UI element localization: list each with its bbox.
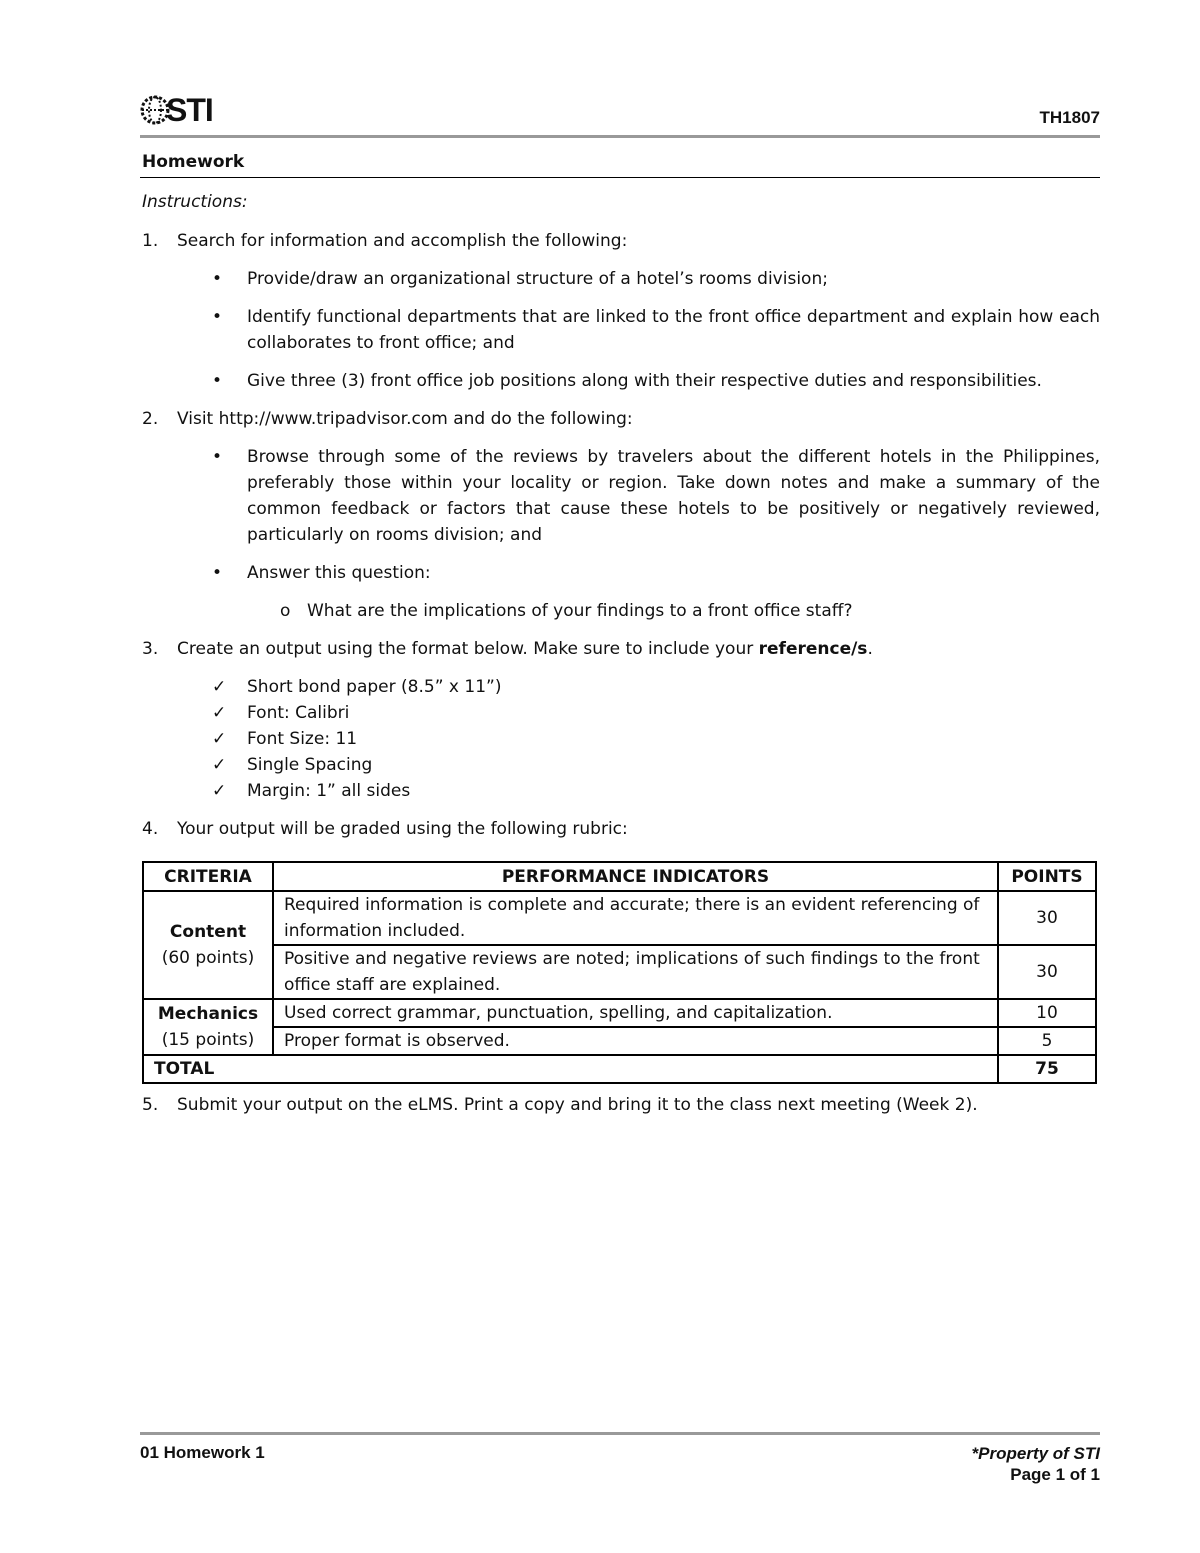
indicator-cell: Used correct grammar, punctuation, spelling, and capitalization. — [273, 999, 998, 1027]
bullet-text: Provide/draw an organizational structure of a hotel’s rooms division; — [247, 269, 828, 289]
item-text-end: . — [867, 639, 873, 659]
item-number: 2. — [142, 409, 159, 429]
table-row — [143, 1027, 1096, 1055]
check-text: Single Spacing — [247, 755, 373, 775]
footer-rule — [140, 1432, 1100, 1435]
check-item — [177, 700, 1100, 726]
total-label: TOTAL — [143, 1055, 998, 1083]
criteria-name: Content — [169, 922, 247, 942]
check-text: Font Size: 11 — [247, 729, 358, 749]
indicator-cell: Required information is complete and accurate; there is an evident referencing of information included. — [273, 891, 998, 945]
bullet-item — [177, 444, 1100, 548]
list-item — [142, 228, 1100, 394]
check-text: Short bond paper (8.5” x 11”) — [247, 677, 502, 697]
bullet-text: Give three (3) front office job positions along with their respective duties and responsibilities. — [247, 371, 1042, 391]
points-cell: 10 — [998, 999, 1096, 1027]
checkmark-icon: ✓ — [212, 755, 227, 775]
bullet-item — [177, 560, 1100, 586]
instruction-list — [142, 228, 1100, 854]
page-number: Page 1 of 1 — [1010, 1465, 1100, 1484]
checkmark-icon: ✓ — [212, 703, 227, 723]
table-total-row — [143, 1055, 1096, 1083]
table-row — [143, 945, 1096, 999]
list-item — [142, 816, 1100, 842]
footer-title: 01 Homework 1 — [140, 1443, 265, 1462]
item-number: 1. — [142, 231, 159, 251]
bullet-icon: • — [212, 269, 223, 289]
criteria-cell — [143, 891, 273, 999]
sti-logo — [140, 90, 220, 130]
points-cell: 5 — [998, 1027, 1096, 1055]
page-title: Homework — [142, 152, 245, 172]
criteria-points: (60 points) — [161, 948, 255, 968]
item-text: Search for information and accomplish the following: — [177, 231, 628, 251]
item-text: Create an output using the format below. Make sure to include your — [177, 639, 759, 659]
column-header: CRITERIA — [143, 862, 273, 891]
criteria-name: Mechanics — [157, 1004, 259, 1024]
bullet-text: Browse through some of the reviews by travelers about the different hotels in the Philippines, preferably those within your locality or region. Take down notes and make a summary of the common feedback or factors that cause these hotels to be positively or negatively reviewed, particularly on rooms division; and — [247, 447, 1100, 545]
footer-right — [972, 1443, 1100, 1485]
list-item — [142, 406, 1100, 624]
circle-bullet-icon: o — [280, 601, 291, 621]
check-text: Font: Calibri — [247, 703, 350, 723]
bullet-item — [177, 266, 1100, 292]
column-header: PERFORMANCE INDICATORS — [273, 862, 998, 891]
total-points: 75 — [998, 1055, 1096, 1083]
title-rule — [140, 177, 1100, 178]
item-text: Your output will be graded using the following rubric: — [177, 819, 628, 839]
item-number: 3. — [142, 639, 159, 659]
check-item — [177, 726, 1100, 752]
bullet-icon: • — [212, 563, 223, 583]
check-text: Margin: 1” all sides — [247, 781, 411, 801]
table-header-row — [143, 862, 1096, 891]
item-text-bold: reference/s — [758, 639, 868, 659]
list-item — [142, 1092, 1100, 1118]
bullet-item — [177, 368, 1100, 394]
checkmark-icon: ✓ — [212, 781, 227, 801]
checkmark-icon: ✓ — [212, 677, 227, 697]
criteria-cell — [143, 999, 273, 1055]
table-row — [143, 891, 1096, 945]
item-number: 5. — [142, 1095, 159, 1115]
instructions-label: Instructions: — [142, 192, 248, 212]
checkmark-icon: ✓ — [212, 729, 227, 749]
bullet-text: Answer this question: — [247, 563, 431, 583]
logo-text: STI — [166, 92, 213, 128]
list-item — [142, 636, 1100, 804]
bullet-icon: • — [212, 371, 223, 391]
criteria-points: (15 points) — [161, 1030, 255, 1050]
sub-bullet-item — [177, 598, 1100, 624]
points-cell: 30 — [998, 945, 1096, 999]
format-checklist — [177, 674, 1100, 804]
sub-bullet-text: What are the implications of your findings to a front office staff? — [307, 601, 853, 621]
bullet-item — [177, 304, 1100, 356]
check-item — [177, 752, 1100, 778]
check-item — [177, 778, 1100, 804]
header-rule — [140, 135, 1100, 138]
bullet-icon: • — [212, 307, 223, 327]
column-header: POINTS — [998, 862, 1096, 891]
item-number: 4. — [142, 819, 159, 839]
bullet-text: Identify functional departments that are linked to the front office department and explain how each collaborates to front office; and — [247, 307, 1100, 353]
item-text: Submit your output on the eLMS. Print a copy and bring it to the class next meeting (Week 2). — [177, 1095, 978, 1115]
property-notice: *Property of STI — [971, 1444, 1100, 1463]
points-cell: 30 — [998, 891, 1096, 945]
rubric-table — [142, 861, 1097, 1084]
table-row — [143, 999, 1096, 1027]
indicator-cell: Positive and negative reviews are noted; implications of such findings to the front office staff are explained. — [273, 945, 998, 999]
check-item — [177, 674, 1100, 700]
item-text: Visit http://www.tripadvisor.com and do the following: — [177, 409, 633, 429]
bullet-icon: • — [212, 447, 223, 467]
course-code: TH1807 — [1039, 108, 1100, 127]
indicator-cell: Proper format is observed. — [273, 1027, 998, 1055]
